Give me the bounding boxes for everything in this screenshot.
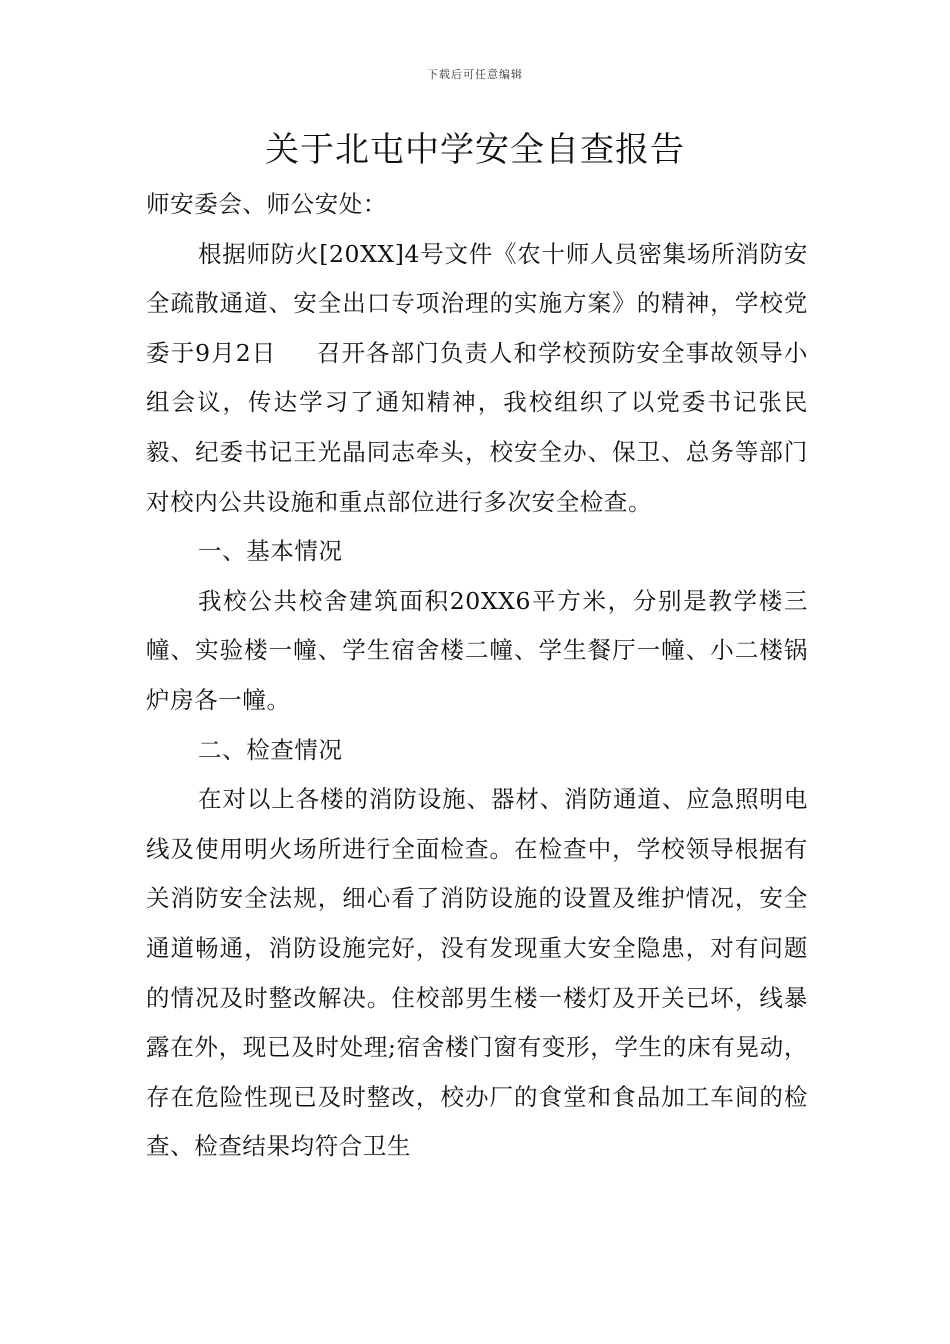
section-1-heading: 一、基本情况 <box>198 537 343 566</box>
paragraph-intro-part-2: 召开各部门负责人和学校预防安全事故领导小组会议，传达学习了通知精神，我校组织了以党委书记张民毅、纪委书记王光晶同志牵头，校安全办、保卫、总务等部门对校内公共设施和重点部位进行多次安全检查。 <box>146 338 808 516</box>
section-2-heading: 二、检查情况 <box>198 735 343 764</box>
document-body <box>146 180 808 1172</box>
section-1-paragraph: 我校公共校舍建筑面积20XX6平方米，分别是教学楼三幢、实验楼一幢、学生宿舍楼二幢、学生餐厅一幢、小二楼锅炉房各一幢。 <box>146 586 808 714</box>
document-title: 关于北屯中学安全自查报告 <box>265 130 685 170</box>
salutation: 师安委会、师公安处： <box>146 190 387 218</box>
section-2-paragraph: 在对以上各楼的消防设施、器材、消防通道、应急照明电线及使用明火场所进行全面检查。在检查中，学校领导根据有关消防安全法规，细心看了消防设施的设置及维护情况，安全通道畅通，消防设施完好，没有发现重大安全隐患，对有问题的情况及时整改解决。住校部男生楼一楼灯及开关已坏，线暴露在外，现已及时处理;宿舍楼门窗有变形，学生的床有晃动，存在危险性现已及时整改，校办厂的食堂和食品加工车间的检查、检查结果均符合卫生 <box>146 785 808 1161</box>
paragraph-intro-part-1: 根据师防火[20XX]4号文件《农十师人员密集场所消防安全疏散通道、安全出口专项治理的实施方案》的精神，学校党委于9月2日 <box>146 239 808 367</box>
header-note: 下载后可任意编辑 <box>427 68 523 81</box>
paragraph-intro <box>146 230 808 528</box>
